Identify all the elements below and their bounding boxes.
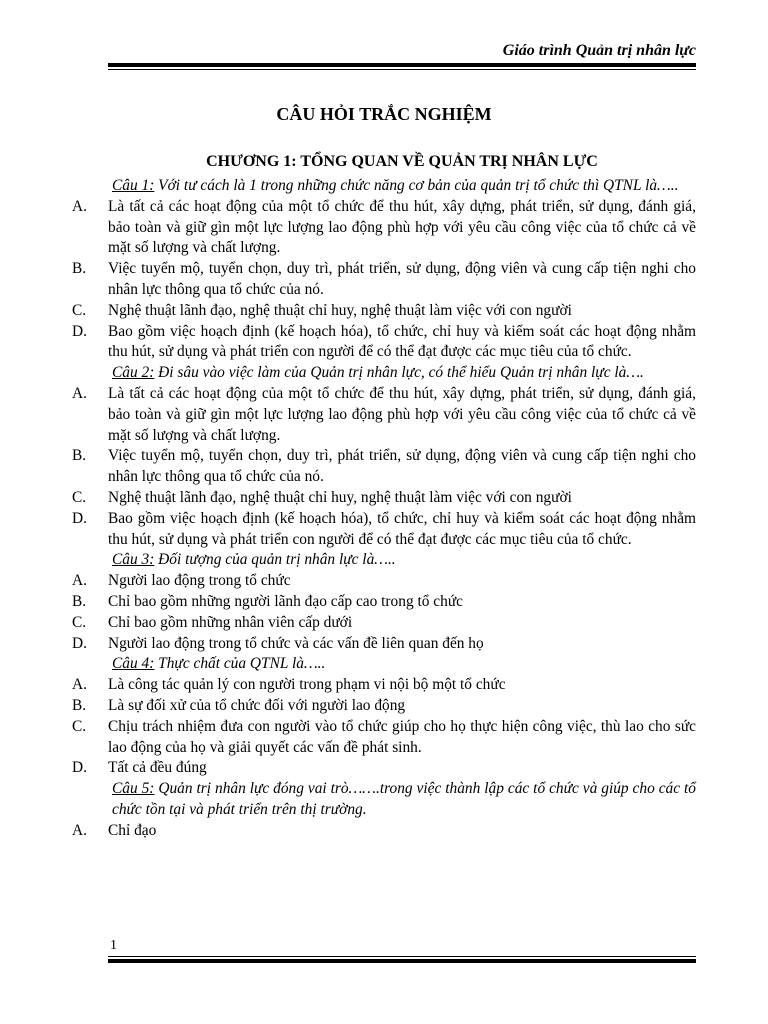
answer-option	[72, 696, 696, 717]
footer-rule	[108, 956, 696, 963]
option-text: Người lao động trong tổ chức và các vấn đề liên quan đến họ	[108, 634, 484, 652]
question-label: Câu 2:	[112, 364, 155, 382]
answer-option	[72, 758, 696, 779]
option-letter: D.	[72, 322, 87, 340]
option-letter: A.	[72, 821, 87, 839]
question-label: Câu 5:	[112, 780, 155, 798]
option-letter: A.	[72, 572, 87, 590]
answer-option	[72, 675, 696, 696]
option-letter: A.	[72, 197, 87, 215]
question-text: Với tư cách là 1 trong những chức năng cơ bản của quản trị tổ chức thì QTNL là…..	[154, 177, 679, 194]
option-letter: A.	[72, 384, 87, 402]
answer-option	[72, 634, 696, 655]
answer-option	[72, 821, 696, 842]
question-text: Đối tượng của quản trị nhân lực là…..	[154, 551, 396, 569]
option-letter: C.	[72, 301, 87, 319]
header-rule	[108, 63, 696, 70]
option-letter: D.	[72, 634, 87, 652]
option-text: Nghệ thuật lãnh đạo, nghệ thuật chỉ huy, nghệ thuật làm việc với con người	[108, 301, 572, 319]
option-letter: C.	[72, 717, 87, 735]
option-text: Nghệ thuật lãnh đạo, nghệ thuật chỉ huy, nghệ thuật làm việc với con người	[108, 488, 572, 506]
option-text: Là công tác quản lý con người trong phạm vi nội bộ một tổ chức	[108, 676, 506, 694]
question-list	[72, 176, 696, 842]
option-text: Chỉ bao gồm những người lãnh đạo cấp cao trong tổ chức	[108, 592, 464, 610]
answer-option	[72, 446, 696, 488]
question-1	[72, 176, 696, 197]
chapter-title: CHƯƠNG 1: TỔNG QUAN VỀ QUẢN TRỊ NHÂN LỰC	[206, 153, 598, 170]
option-text: Việc tuyển mộ, tuyển chọn, duy trì, phát triển, sử dụng, động viên và cung cấp tiện nghi cho nhân lực thông qua tổ chức của nó.	[108, 447, 696, 486]
answer-option	[72, 717, 696, 759]
answer-option	[72, 384, 696, 446]
question-4	[72, 654, 696, 675]
answer-option	[72, 259, 696, 301]
option-text: Chỉ đạo	[108, 821, 157, 839]
answer-option	[72, 197, 696, 259]
option-text: Người lao động trong tổ chức	[108, 572, 291, 590]
answer-option	[72, 301, 696, 322]
option-text: Bao gồm việc hoạch định (kế hoạch hóa), tổ chức, chỉ huy và kiểm soát các hoạt động nhằm thu hút, sử dụng và phát triển con người để có thể đạt được các mục tiêu của tổ chức.	[108, 509, 696, 548]
question-text: Đi sâu vào việc làm của Quản trị nhân lực, có thể hiểu Quản trị nhân lực là….	[154, 364, 644, 382]
option-letter: C.	[72, 488, 87, 506]
page-number: 1	[110, 938, 117, 953]
answer-option	[72, 488, 696, 509]
question-label: Câu 3:	[112, 551, 155, 569]
answer-option	[72, 592, 696, 613]
option-text: Là sự đối xử của tổ chức đối với người lao động	[108, 696, 406, 714]
option-text: Bao gồm việc hoạch định (kế hoạch hóa), tổ chức, chỉ huy và kiểm soát các hoạt động nhằm thu hút, sử dụng và phát triển con người để có thể đạt được các mục tiêu của tổ chức.	[108, 322, 696, 361]
answer-option	[72, 322, 696, 364]
question-2	[72, 363, 696, 384]
running-header: Giáo trình Quản trị nhân lực	[502, 42, 696, 59]
option-text: Chịu trách nhiệm đưa con người vào tổ chức giúp cho họ thực hiện công việc, thù lao cho sức lao động của họ và giải quyết các vấn đề phát sinh.	[108, 717, 696, 756]
option-text: Là tất cả các hoạt động của một tổ chức để thu hút, xây dựng, phát triển, sử dụng, đánh giá, bảo toàn và giữ gìn một lực lượng lao động phù hợp với yêu cầu công việc của tổ chức cả về mặt số lượng và chất lượng.	[108, 384, 696, 444]
question-label: Câu 4:	[112, 655, 155, 673]
option-text: Tất cả đều đúng	[108, 759, 207, 777]
question-3	[72, 550, 696, 571]
answer-option	[72, 613, 696, 634]
option-letter: B.	[72, 696, 87, 714]
option-text: Việc tuyển mộ, tuyển chọn, duy trì, phát triển, sử dụng, động viên và cung cấp tiện nghi cho nhân lực thông qua tổ chức của nó.	[108, 260, 696, 298]
question-text: Thực chất của QTNL là…..	[154, 655, 326, 673]
option-letter: B.	[72, 447, 87, 465]
option-letter: D.	[72, 759, 87, 777]
option-letter: B.	[72, 592, 87, 610]
answer-option	[72, 571, 696, 592]
option-letter: C.	[72, 613, 87, 631]
question-label: Câu 1:	[112, 177, 155, 194]
option-text: Chỉ bao gồm những nhân viên cấp dưới	[108, 613, 353, 631]
document-title: CÂU HỎI TRẮC NGHIỆM	[276, 104, 492, 124]
question-text: Quản trị nhân lực đóng vai trò…….trong việc thành lập các tổ chức và giúp cho các tổ chức tồn tại và phát triển trên thị trường.	[112, 780, 696, 818]
option-letter: A.	[72, 676, 87, 694]
option-letter: D.	[72, 509, 87, 527]
answer-option	[72, 509, 696, 551]
option-letter: B.	[72, 260, 87, 278]
option-text: Là tất cả các hoạt động của một tổ chức để thu hút, xây dựng, phát triển, sử dụng, đánh giá, bảo toàn và giữ gìn một lực lượng lao động phù hợp với yêu cầu công việc của tổ chức cả về mặt số lượng và chất lượng.	[108, 197, 696, 257]
question-5	[72, 779, 696, 821]
